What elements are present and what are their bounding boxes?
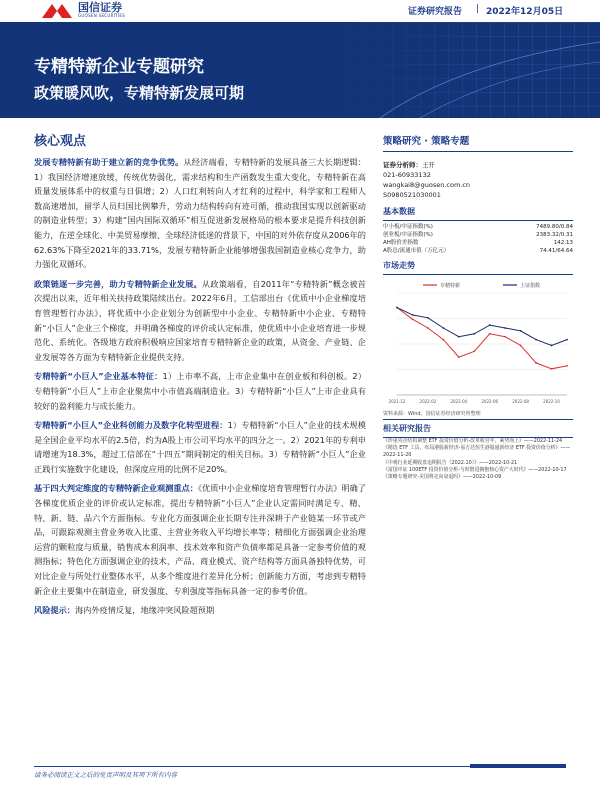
data-point bbox=[396, 307, 398, 309]
basic-data-table bbox=[383, 223, 573, 255]
paragraph-lead: 专精特新“小巨人”企业科创能力及数字化转型进程： bbox=[34, 420, 228, 431]
x-tick-label: 2022-02 bbox=[419, 399, 437, 404]
analyst-label: 证券分析师： bbox=[383, 161, 422, 169]
analyst-email[interactable]: wangkai8@guosen.com.cn bbox=[383, 181, 471, 189]
logo bbox=[40, 2, 125, 20]
data-point bbox=[442, 327, 444, 329]
paragraph-lead: 风险提示： bbox=[34, 605, 75, 616]
x-tick-label: 2022-06 bbox=[481, 399, 499, 404]
logo-cn: 国信证券 bbox=[78, 1, 122, 14]
row-value: 7489.80/0.84 bbox=[536, 224, 573, 230]
table-row bbox=[383, 239, 573, 247]
report-type: 证券研究报告 bbox=[408, 7, 463, 17]
data-point bbox=[473, 350, 475, 352]
related-report[interactable]: 《珍重央企结构调整 ETF 投资价值分析-改革收官年，乘势而上》——2022-11-24 bbox=[383, 438, 563, 444]
analyst-name: 王开 bbox=[422, 161, 435, 169]
report-date: 2022年12月05日 bbox=[486, 7, 564, 17]
related-reports-heading: 相关研究报告 bbox=[383, 423, 573, 438]
footer-accent-bar bbox=[470, 764, 566, 768]
market-trend-heading: 市场走势 bbox=[383, 260, 573, 275]
paragraph-lead: 专精特新“小巨人”企业基本特征： bbox=[34, 371, 163, 382]
table-row bbox=[383, 247, 573, 255]
logo-en: GUOSEN SECURITIES bbox=[78, 13, 126, 18]
row-value: 2383.32/0.31 bbox=[536, 232, 573, 238]
risk-paragraph bbox=[34, 603, 366, 618]
paragraph bbox=[34, 369, 366, 413]
table-row bbox=[383, 223, 573, 231]
data-point bbox=[520, 330, 522, 332]
series-line-2 bbox=[397, 308, 567, 346]
paragraph-body: 从经济端看，专精特新的发展具备三大长期逻辑：1）我国经济增速放缓，传统优势弱化，需求结构和生产函数发生重大变化，专精特新在高质量发展体系中的权重与日俱增；2）人口红利转向人才红利的过程中，科学家和工程师人数高速增加，留学人员归国比例攀升，劳动力结构转向有迹可循，推动我国实现以创新驱动的制造业转型；3）构建“国内国际双循环”相互促进新发展格局的根本要求是提升科技创新能力，在逆全球化、中美贸易摩擦、全球经济低迷的背景下，中国的对外依存度从2006年的62.63%下降至2021年的33.71%，发展专精特新企业能够增强我国制造业核心竞争力，助力强化双循环。 bbox=[34, 157, 366, 270]
guosen-logo-icon bbox=[40, 2, 74, 20]
analyst-license: S0980521030001 bbox=[383, 191, 441, 199]
data-point bbox=[566, 365, 568, 367]
row-label: A股总/流通市值（万亿元） bbox=[383, 248, 450, 254]
related-report[interactable]: 《富国中证 100ETF 投资价值分析-与时偕进拥抱核心资产大时代》——2022-10-17 bbox=[383, 466, 567, 473]
x-tick-label: 2022-08 bbox=[512, 399, 529, 404]
paragraph-lead: 政策链逐一步完善，助力专精特新企业发展。 bbox=[34, 278, 202, 289]
related-report[interactable]: 《策略专题研究-美国将走向衰退吗》——2022-10-09 bbox=[383, 474, 502, 481]
data-point bbox=[442, 339, 444, 341]
related-report[interactable]: 《中观行业延期收盘追期报告（2022.10）》——2022-10-21 bbox=[383, 459, 518, 466]
data-point bbox=[551, 345, 553, 347]
sidebar bbox=[383, 130, 573, 481]
data-point bbox=[412, 318, 414, 320]
chart-svg bbox=[383, 277, 573, 409]
core-views bbox=[34, 130, 366, 623]
market-trend-chart bbox=[383, 277, 573, 409]
row-value: 74.41/64.64 bbox=[539, 248, 573, 254]
top-bar bbox=[0, 0, 600, 22]
page-title: 专精特新企业专题研究 bbox=[34, 57, 204, 77]
data-point bbox=[489, 324, 491, 326]
report-separator: | bbox=[476, 4, 480, 14]
paragraph-body: 从政策端看，自2011年“专精特新”概念被首次提出以来，近年相关扶持政策陆续出台。2022年6月，工信部出台《优质中小企业梯度培育管理暂行办法》，将优质中小企业划分为创新型中小企业、专精特新中小企业、专精特新“小巨人”企业三个梯度，并明确各梯度的评价或认定标准，使优质中小企业培育进一步规范化、系统化。各级地方政府积极响应国家培育专精特新企业的政策，从资金、产业链、企业发展等各方面为专精特新企业提供支持。 bbox=[34, 278, 366, 362]
data-point bbox=[458, 336, 460, 338]
paragraph-lead: 发展专精特新有助于建立新的竞争优势。 bbox=[34, 157, 184, 167]
paragraph-body: 《优质中小企业梯度培育管理暂行办法》明确了各梯度优质企业的评价或认定标准，提出专精特新“小巨人”企业认定需同时满足专、精、特、新、链、品六个方面指标。专业化方面强调企业长期专注并深耕于产业链某一环节或产品，可跟踪观测主营业务收入比重、主营业务收入平均增长率等；精细化方面强调企业治理运营的颗粒度与质量，销售成本利润率、技术效率和资产负债率都是具备一定参考价值的观测指标；特色化方面强调企业的技术、产品、商业模式、资产结构等方面具备独特优势，可对比企业与所处行业整体水平，从多个维度进行差异化分析；创新能力方面，考虑到专精特新企业主要集中在制造业，研发强度、专利强度等指标具备一定的参考价值。 bbox=[34, 483, 366, 596]
row-label: 创业板/中证指数(%) bbox=[383, 232, 433, 238]
paragraph bbox=[34, 155, 366, 272]
paragraph bbox=[34, 277, 366, 365]
table-row bbox=[383, 231, 573, 239]
row-value: 142.13 bbox=[553, 240, 573, 246]
title-banner bbox=[0, 22, 600, 118]
paragraph-lead: 基于四大判定维度的专精特新企业观测重点： bbox=[34, 483, 198, 494]
paragraph bbox=[34, 481, 366, 598]
data-point bbox=[458, 356, 460, 358]
x-tick-label: 2022-04 bbox=[450, 399, 468, 404]
data-point bbox=[473, 333, 475, 335]
data-point bbox=[489, 333, 491, 335]
x-tick-label: 2021-12 bbox=[388, 399, 406, 404]
x-tick-label: 2022-10 bbox=[543, 399, 560, 404]
analyst-phone: 021-60933132 bbox=[383, 171, 431, 179]
paragraph-body: 1）专精特新“小巨人”企业的技术规模是全国企业平均水平的2.5倍，约为A股上市公司平均水平的四分之一。2）2021年的专利申请增速为18.3%，超过工信部在“十四五”期间制定的相关目标。3）专精特新“小巨人”企业正践行实施数字化建设，但深度应用的比例不足20%。 bbox=[34, 420, 366, 474]
category-tag: 策略研究 · 策略专题 bbox=[383, 133, 573, 152]
data-point bbox=[504, 336, 506, 338]
data-point bbox=[520, 345, 522, 347]
data-point bbox=[551, 368, 553, 370]
footer-disclaimer: 请务必阅读正文之后的免责声明及其项下所有内容 bbox=[34, 771, 177, 779]
legend-label: 专精特新 bbox=[440, 283, 461, 289]
paragraph-body: 海内外疫情反复，地缘冲突风险超预期 bbox=[74, 605, 215, 616]
paragraph bbox=[34, 418, 366, 476]
related-report[interactable]: 《精选 ETF 工具，布局港股新经济-易方达恒生港股通新经济 ETF 投资价值分析》——2022-11-20 bbox=[383, 445, 571, 459]
data-point bbox=[412, 314, 414, 316]
data-point bbox=[504, 327, 506, 329]
paragraph-body: 1）上市率不高，上市企业集中在创业板和科创板。2）专精特新“小巨人”上市企业聚焦中小市值高端制造业。3）专精特新“小巨人”上市企业具有较好的盈利能力与成长能力。 bbox=[34, 371, 367, 411]
core-heading: 核心观点 bbox=[34, 134, 87, 149]
page-subtitle: 政策暖风吹，专精特新发展可期 bbox=[34, 84, 245, 102]
row-label: 中小板/中证指数(%) bbox=[383, 224, 433, 230]
data-point bbox=[427, 327, 429, 329]
basic-data-heading: 基本数据 bbox=[383, 206, 573, 221]
data-point bbox=[535, 362, 537, 364]
analyst-info bbox=[383, 160, 573, 200]
row-label: AH股价差指数 bbox=[383, 240, 419, 246]
data-point bbox=[535, 339, 537, 341]
chart-source: 资料来源：Wind、国信证券经济研究所整理 bbox=[383, 410, 573, 420]
data-point bbox=[427, 317, 429, 319]
data-point bbox=[566, 339, 568, 341]
legend-label: 上证指数 bbox=[520, 283, 541, 289]
